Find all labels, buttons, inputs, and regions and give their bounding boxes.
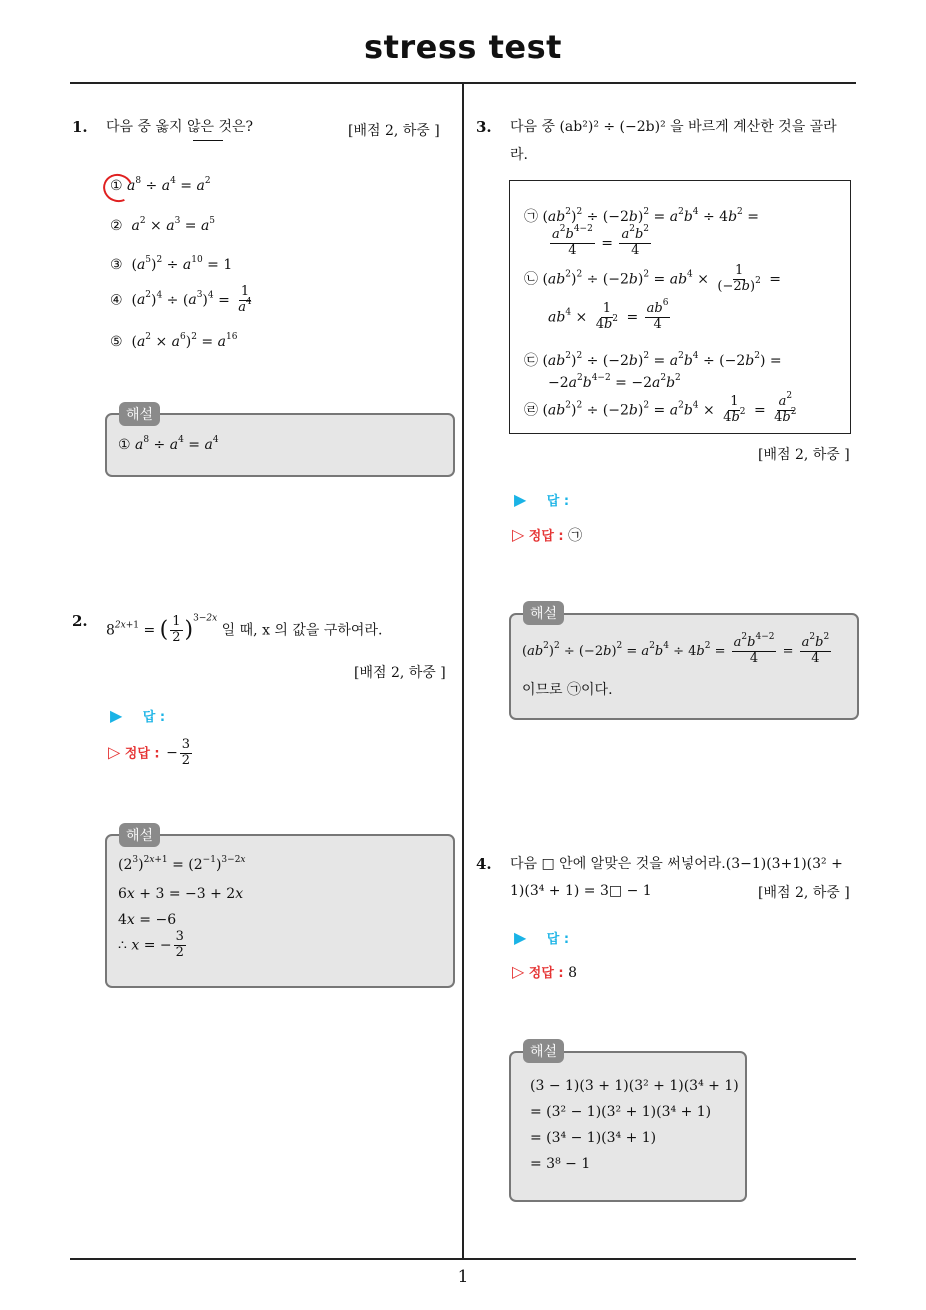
q2-correct-row: ▷ 정답 : − $\frac{3}{2}$ bbox=[108, 737, 191, 768]
q2-text-tail: 일 때, x 의 값을 구하여라. bbox=[221, 622, 383, 639]
q1-choice-3[interactable]: ③ $(a^5)^2 \div a^{10} = 1$ bbox=[110, 255, 233, 273]
correct-label: 정답 : bbox=[528, 529, 564, 544]
q3-option-d[interactable]: ㉣ $(ab^2)^2 \div (-2b)^2 = a^2b^4$ × $\frac{1}{4b^2}$ = $\frac{a^2}{4b^2}$ bbox=[524, 391, 797, 425]
choice-marker: ③ bbox=[110, 257, 123, 273]
play-icon: ▶ bbox=[514, 490, 527, 509]
q2-explanation-line-1: $(2^3)^{2x+1} = (2^{-1})^{3-2x}$ bbox=[118, 855, 246, 873]
q2-text: $8^{2x+1}$ = ( $\frac{1}{2}$ )$^{3-2x}$ 일 때, x 의 값을 구하여라. bbox=[106, 613, 383, 645]
q3-answer-row[interactable] bbox=[514, 490, 569, 509]
correct-value: ㉠ bbox=[568, 528, 583, 544]
q4-explanation-line-3: = (3⁴ − 1)(3⁴ + 1) bbox=[530, 1130, 657, 1146]
q4-text-line-1: 다음 □ 안에 알맞은 것을 써넣어라.(3−1)(3+1)(3² + bbox=[510, 856, 843, 872]
explanation-marker: ① bbox=[118, 437, 131, 453]
q3-number: 3. bbox=[476, 118, 492, 136]
q2-number: 2. bbox=[72, 612, 88, 630]
q1-choice-2[interactable]: ② $a^2 \times a^3 = a^5$ bbox=[110, 216, 216, 234]
q4-correct-row bbox=[512, 962, 577, 981]
q4-answer-row[interactable] bbox=[514, 928, 569, 947]
q3-option-b[interactable]: ㉡ $(ab^2)^2 \div (-2b)^2 = ab^4$ × $\frac{1}{(-2b)^2}$ = bbox=[524, 263, 781, 294]
q2-explanation-line-2: 6x + 3 = −3 + 2x bbox=[118, 886, 244, 902]
outline-triangle-icon: ▷ bbox=[108, 742, 121, 762]
q3-option-a[interactable]: ㉠ $(ab^2)^2 \div (-2b)^2 = a^2b^4 \div 4b^2$ = bbox=[524, 207, 759, 225]
q3-correct-row bbox=[512, 525, 582, 545]
q2-points: [배점 2, 하중 ] bbox=[354, 665, 446, 681]
q4-explanation-box bbox=[509, 1051, 747, 1202]
q1-explanation-text: ① $a^8 \div a^4 = a^4$ bbox=[118, 435, 219, 453]
q3-text-line-1: 다음 중 (ab²)² ÷ (−2b)² 을 바르게 계산한 것을 골라 bbox=[510, 119, 837, 135]
answer-label: 답 : bbox=[546, 494, 570, 509]
q3-option-b-cont: $ab^4$ × $\frac{1}{4b^2}$ = $\frac{ab^6}{4}$ bbox=[548, 298, 669, 332]
option-marker: ㉣ bbox=[524, 402, 538, 419]
q3-explanation-line-1: $(ab^2)^2 \div (-2b)^2 = a^2b^4 \div 4b^2$ = $\frac{a^2b^{4-2}}{4}$ = $\frac{a^2b^2}{4}$ bbox=[522, 632, 830, 666]
q3-text-line-2: 라. bbox=[510, 147, 528, 163]
choice-marker: ⑤ bbox=[110, 334, 123, 350]
q3-explanation-line-2: 이므로 ㉠이다. bbox=[522, 682, 613, 698]
q4-text-line-2: 1)(3⁴ + 1) = 3□ − 1 bbox=[510, 883, 652, 899]
q1-underline bbox=[193, 140, 223, 141]
q1-choice-1[interactable]: ① $a^8 \div a^4 = a^2$ bbox=[110, 176, 211, 194]
outline-triangle-icon: ▷ bbox=[512, 962, 525, 981]
q4-points: [배점 2, 하중 ] bbox=[758, 885, 850, 901]
q3-option-c[interactable]: ㉢ $(ab^2)^2 \div (-2b)^2 = a^2b^4 \div (-2b^2)$ = bbox=[524, 351, 782, 369]
q1-explanation-tag: 해설 bbox=[119, 402, 160, 426]
outline-triangle-icon: ▷ bbox=[512, 525, 525, 544]
q2-explanation-line-3: 4x = −6 bbox=[118, 912, 177, 928]
q3-option-c-cont: $-2a^2b^{4-2} = -2a^2b^2$ bbox=[548, 373, 681, 391]
correct-label: 정답 : bbox=[124, 746, 160, 762]
q2-explanation-tag: 해설 bbox=[119, 823, 160, 847]
page-number: 1 bbox=[457, 1267, 469, 1287]
q4-explanation-tag: 해설 bbox=[523, 1039, 564, 1063]
page-title: stress test bbox=[364, 28, 562, 66]
option-marker: ㉠ bbox=[524, 209, 538, 225]
answer-label: 답 : bbox=[546, 932, 570, 947]
column-divider bbox=[462, 83, 464, 1259]
q1-number: 1. bbox=[72, 118, 88, 136]
q2-explanation-line-4: ∴ x = − $\frac{3}{2}$ bbox=[118, 929, 184, 960]
correct-value: 8 bbox=[568, 965, 577, 981]
q4-explanation-line-4: = 3⁸ − 1 bbox=[530, 1156, 591, 1172]
choice-marker: ① bbox=[110, 178, 123, 194]
q2-answer-row[interactable] bbox=[110, 706, 165, 725]
play-icon: ▶ bbox=[514, 928, 527, 947]
q1-choice-4[interactable]: ④ $(a^2)^4 \div (a^3)^4$ = $\frac{1}{a^4}$ bbox=[110, 284, 252, 315]
choice-marker: ② bbox=[110, 218, 123, 234]
q1-points: [배점 2, 하중 ] bbox=[348, 123, 440, 139]
option-marker: ㉡ bbox=[524, 271, 538, 288]
q4-number: 4. bbox=[476, 855, 492, 873]
answer-label: 답 : bbox=[142, 710, 166, 725]
q4-explanation-line-2: = (3² − 1)(3² + 1)(3⁴ + 1) bbox=[530, 1104, 712, 1120]
play-icon: ▶ bbox=[110, 706, 123, 725]
option-marker: ㉢ bbox=[524, 353, 538, 369]
q3-points: [배점 2, 하중 ] bbox=[758, 447, 850, 463]
q1-text: 다음 중 옳지 않은 것은? bbox=[106, 119, 254, 135]
q3-option-a-cont: $\frac{a^2b^{4-2}}{4}$ = $\frac{a^2b^2}{4}$ bbox=[552, 224, 650, 258]
q1-choice-5[interactable]: ⑤ $(a^2 \times a^6)^2 = a^{16}$ bbox=[110, 332, 238, 350]
q3-explanation-tag: 해설 bbox=[523, 601, 564, 625]
q4-explanation-line-1: (3 − 1)(3 + 1)(3² + 1)(3⁴ + 1) bbox=[530, 1078, 739, 1094]
choice-marker: ④ bbox=[110, 292, 123, 309]
footer-rule bbox=[70, 1258, 856, 1260]
correct-label: 정답 : bbox=[528, 966, 564, 981]
